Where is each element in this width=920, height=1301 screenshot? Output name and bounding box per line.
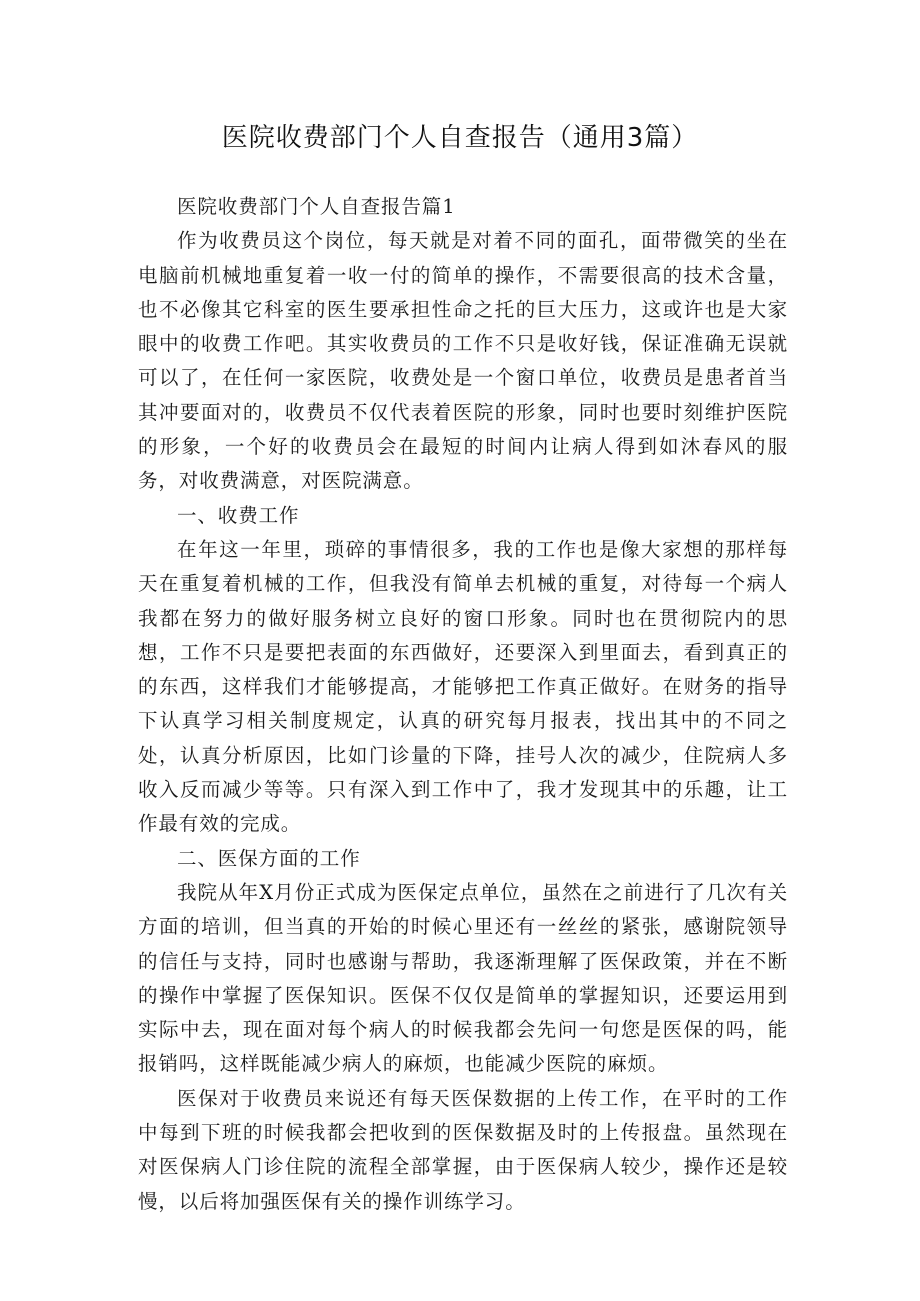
document-body (138, 190, 788, 1219)
section-heading-medical-insurance: 二、医保方面的工作 (177, 846, 361, 870)
fee-work-paragraph: 在年这一年里，琐碎的事情很多，我的工作也是像大家想的那样每天在重复着机械的工作，但我没有简单去机械的重复，对待每一个病人我都在努力的做好服务树立良好的窗口形象。同时也在贯彻院内的思想，工作不只是要把表面的东西做好，还要深入到里面去，看到真正的的东西，这样我们才能够提高，才能够把工作真正做好。在财务的指导下认真学习相关制度规定，认真的研究每月报表，找出其中的不同之处，认真分析原因，比如门诊量的下降，挂号人次的减少，住院病人多收入反而减少等等。只有深入到工作中了，我才发现其中的乐趣，让工作最有效的完成。 (138, 537, 788, 836)
medical-insurance-paragraph-2: 医保对于收费员来说还有每天医保数据的上传工作，在平时的工作中每到下班的时候我都会把收到的医保数据及时的上传报盘。虽然现在对医保病人门诊住院的流程全部掌握，由于医保病人较少，操作还是较慢，以后将加强医保有关的操作训练学习。 (138, 1086, 788, 1213)
section-heading-fee-work: 一、收费工作 (177, 503, 300, 527)
medical-insurance-paragraph-1: 我院从年X月份正式成为医保定点单位，虽然在之前进行了几次有关方面的培训，但当真的开始的时候心里还有一丝丝的紧张，感谢院领导的信任与支持，同时也感谢与帮助，我逐渐理解了医保政策，并在不断的操作中掌握了医保知识。医保不仅仅是简单的掌握知识，还要运用到实际中去，现在面对每个病人的时候我都会先问一句您是医保的吗，能报销吗，这样既能减少病人的麻烦，也能减少医院的麻烦。 (138, 880, 788, 1076)
intro-paragraph: 作为收费员这个岗位，每天就是对着不同的面孔，面带微笑的坐在电脑前机械地重复着一收一付的简单的操作，不需要很高的技术含量，也不必像其它科室的医生要承担性命之托的巨大压力，这或许也是大家眼中的收费工作吧。其实收费员的工作不只是收好钱，保证准确无误就可以了，在任何一家医院，收费处是一个窗口单位，收费员是患者首当其冲要面对的，收费员不仅代表着医院的形象，同时也要时刻维护医院的形象，一个好的收费员会在最短的时间内让病人得到如沐春风的服务，对收费满意，对医院满意。 (138, 229, 788, 493)
section-heading-part-1: 医院收费部门个人自查报告篇1 (177, 195, 456, 218)
document-title: 医院收费部门个人自查报告（通用3篇） (221, 123, 699, 153)
